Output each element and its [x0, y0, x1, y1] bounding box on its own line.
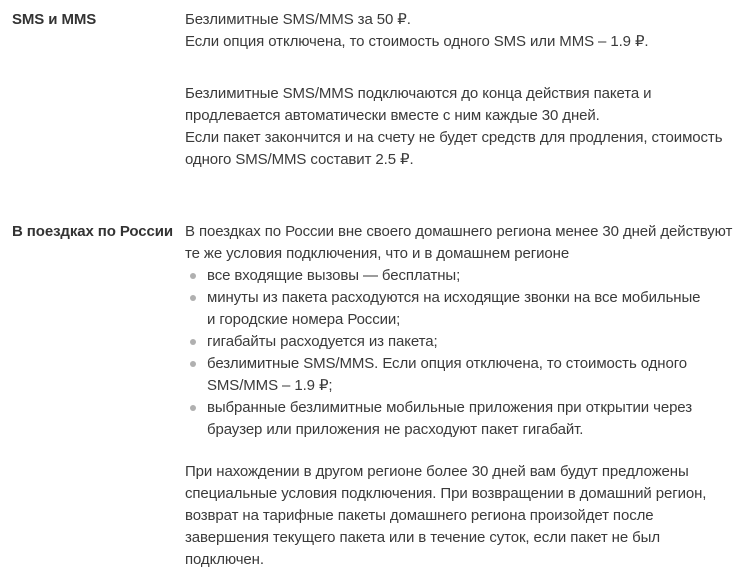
list-item — [185, 287, 734, 331]
text-line: Безлимитные SMS/MMS подключаются до конца действия пакета и — [185, 85, 652, 102]
bullet-icon — [190, 295, 196, 301]
text-line: продлевается автоматически вместе с ним каждые 30 дней. — [185, 107, 600, 124]
text-line: Безлимитные SMS/MMS за 50 ₽. — [185, 11, 411, 28]
section-label: SMS и MMS — [12, 11, 97, 28]
list-item-text — [207, 397, 734, 441]
paragraph — [185, 221, 734, 265]
conditions-list — [185, 265, 734, 441]
list-item — [185, 353, 734, 397]
list-item-text — [207, 353, 734, 397]
section-label: В поездках по России — [12, 223, 174, 240]
text-line: В поездках по России вне своего домашнего региона менее 30 дней действуют — [185, 223, 733, 240]
text-line: специальные условия подключения. При возвращении в домашний регион, — [185, 485, 707, 502]
bullet-icon — [190, 273, 196, 279]
text-line: те же условия подключения, что и в домашнем регионе — [185, 245, 570, 262]
text-line: SMS/MMS – 1.9 ₽; — [207, 377, 333, 394]
bullet-icon — [190, 405, 196, 411]
text-line: безлимитные SMS/MMS. Если опция отключена, то стоимость одного — [207, 355, 687, 372]
list-item — [185, 397, 734, 441]
section-sms-mms — [12, 9, 734, 171]
text-line: возврат на тарифные пакеты домашнего региона произойдет после — [185, 507, 654, 524]
list-item — [185, 331, 734, 353]
text-line: все входящие вызовы — бесплатны; — [207, 267, 461, 284]
text-line: гигабайты расходуется из пакета; — [207, 333, 438, 350]
list-item-text — [207, 331, 734, 353]
list-item — [185, 265, 734, 287]
section-travel-russia — [12, 221, 734, 571]
list-item-text — [207, 287, 734, 331]
text-line: браузер или приложения не расходуют пакет гигабайт. — [207, 421, 584, 438]
paragraph — [185, 9, 734, 53]
text-line: одного SMS/MMS составит 2.5 ₽. — [185, 151, 414, 168]
bullet-icon — [190, 339, 196, 345]
text-line: и городские номера России; — [207, 311, 401, 328]
text-line: Если опция отключена, то стоимость одного SMS или MMS – 1.9 ₽. — [185, 33, 649, 50]
bullet-icon — [190, 361, 196, 367]
section-content — [185, 9, 734, 171]
section-content — [185, 221, 734, 571]
text-line: Если пакет закончится и на счету не будет средств для продления, стоимость — [185, 129, 723, 146]
text-line: завершения текущего пакета или в течение суток, если пакет не был — [185, 529, 660, 546]
text-line: подключен. — [185, 551, 264, 568]
text-line: выбранные безлимитные мобильные приложения при открытии через — [207, 399, 692, 416]
list-item-text — [207, 265, 734, 287]
paragraph — [185, 461, 734, 571]
text-line: При нахождении в другом регионе более 30 дней вам будут предложены — [185, 463, 689, 480]
text-line: минуты из пакета расходуются на исходящие звонки на все мобильные — [207, 289, 701, 306]
paragraph — [185, 83, 734, 171]
